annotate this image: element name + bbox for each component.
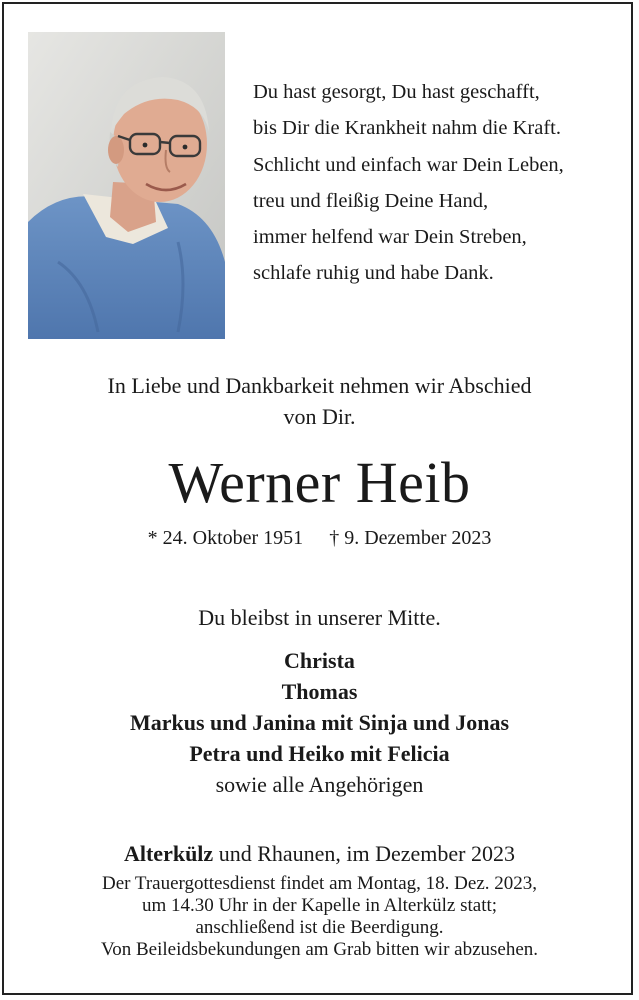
portrait-photo <box>28 32 225 339</box>
poem-line: treu und fleißig Deine Hand, <box>253 189 489 212</box>
service-line: Von Beileidsbekundungen am Grab bitten wir abzusehen. <box>100 939 539 960</box>
memorial-poem <box>253 74 623 292</box>
life-dates <box>0 524 639 552</box>
poem-line: Du hast gesorgt, Du hast geschafft, <box>253 81 540 103</box>
motto-text: Du bleibst in unserer Mitte. <box>198 605 441 630</box>
relatives-line: sowie alle Angehörigen <box>215 772 424 797</box>
mourner-name: Petra und Heiko mit Felicia <box>189 741 450 766</box>
farewell-line: In Liebe und Dankbarkeit nehmen wir Abschied <box>107 373 532 398</box>
death-date: † 9. Dezember 2023 <box>329 527 492 549</box>
portrait-illustration <box>28 32 225 339</box>
farewell-line: von Dir. <box>283 404 356 429</box>
poem-line: schlafe ruhig und habe Dank. <box>253 262 494 285</box>
service-line: anschließend ist die Beerdigung. <box>195 917 444 938</box>
mourner-name: Christa <box>284 648 355 673</box>
farewell-text <box>0 370 639 432</box>
funeral-service-info <box>0 873 639 961</box>
place-and-date <box>0 838 639 869</box>
poem-line: bis Dir die Krankheit nahm die Kraft. <box>253 117 561 140</box>
birth-date: * 24. Oktober 1951 <box>147 527 304 549</box>
mourner-name: Thomas <box>281 679 358 704</box>
poem-line: immer helfend war Dein Streben, <box>253 226 527 249</box>
deceased-name: Werner Heib <box>168 450 471 515</box>
mourners-list <box>0 645 639 800</box>
town-name: Alterkülz <box>123 841 214 866</box>
mourner-name: Markus und Janina mit Sinja und Jonas <box>129 710 510 735</box>
service-line: um 14.30 Uhr in der Kapelle in Alterkülz statt; <box>141 895 498 916</box>
poem-line: Schlicht und einfach war Dein Leben, <box>253 153 564 176</box>
service-line: Der Trauergottesdienst findet am Montag, 18. Dez. 2023, <box>102 873 537 894</box>
place-date-rest: und Rhaunen, im Dezember 2023 <box>213 841 515 866</box>
